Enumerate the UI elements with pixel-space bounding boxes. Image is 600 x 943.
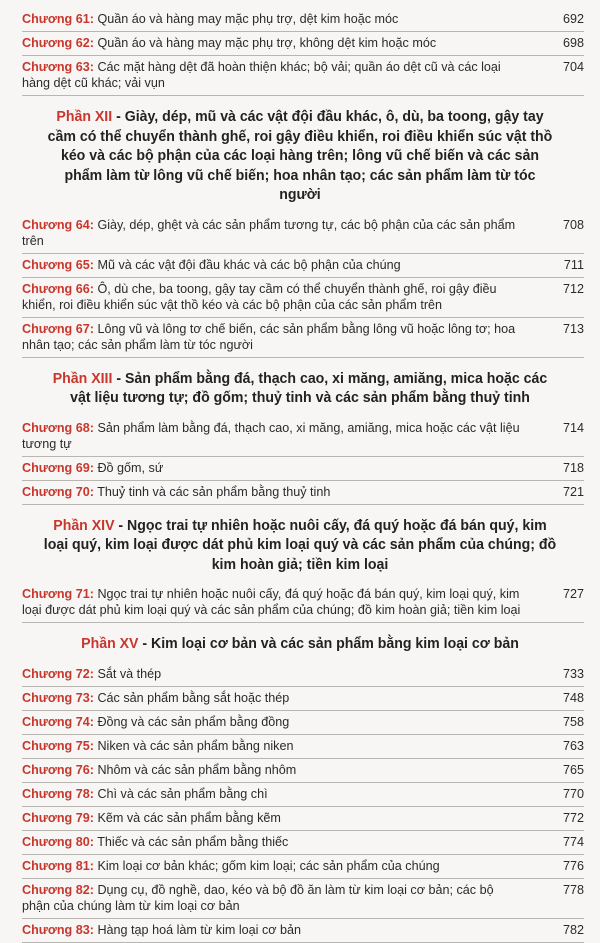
part-number: Phần XIV: [53, 516, 115, 534]
toc-entry[interactable]: [22, 8, 584, 32]
page-number: 733: [562, 666, 584, 681]
chapter-title: Quần áo và hàng may mặc phụ trợ, không dệt kim hoặc móc: [97, 36, 437, 50]
toc-entry[interactable]: [22, 278, 584, 318]
chapter-title: Ngọc trai tự nhiên hoặc nuôi cấy, đá quý hoặc đá bán quý, kim loại quý, kim loại được dát phủ kim loại quý và các sản phẩm của chúng; đồ kim hoàn giả; tiền kim loại: [22, 587, 521, 617]
part-heading-xv: [21, 623, 579, 663]
chapter-title: Thiếc và các sản phẩm bằng thiếc: [97, 834, 289, 849]
page-number: 765: [562, 762, 584, 777]
toc-entry[interactable]: [22, 481, 584, 505]
toc-entry[interactable]: [22, 855, 584, 879]
page-number: 782: [562, 922, 584, 937]
page-number: 708: [562, 217, 584, 232]
page-number: 776: [562, 858, 584, 873]
toc-entry[interactable]: [22, 457, 584, 481]
page-number: 692: [562, 12, 584, 26]
toc-entry[interactable]: [22, 583, 584, 623]
chapter-label: Chương 82:: [22, 882, 94, 897]
toc-entry[interactable]: [22, 735, 584, 759]
chapter-title: Sản phẩm làm bằng đá, thạch cao, xi măng, amiăng, mica hoặc các vật liệu tương tự: [22, 420, 520, 451]
chapter-label: Chương 79:: [22, 810, 94, 825]
chapter-title: Lông vũ và lông tơ chế biến, các sản phẩm bằng lông vũ hoặc lông tơ; hoa nhân tạo; các sản phẩm làm từ tóc người: [22, 321, 516, 352]
chapter-label: Chương 65:: [22, 257, 94, 272]
page-number: 714: [562, 420, 584, 435]
chapter-label: Chương 67:: [22, 321, 94, 336]
toc-group-e: [0, 663, 600, 943]
toc-group-b: [0, 214, 600, 358]
chapter-label: Chương 64:: [22, 217, 94, 232]
toc-entry[interactable]: [22, 663, 584, 687]
page-number: 727: [562, 587, 584, 601]
part-title-text: - Ngọc trai tự nhiên hoặc nuôi cấy, đá quý hoặc đá bán quý, kim loại quý, kim loại được dát phủ kim loại quý và các sản phẩm của chúng; đồ kim hoàn giả; tiền kim loại: [43, 516, 557, 573]
page-number: 774: [562, 834, 584, 849]
chapter-title: Chì và các sản phẩm bằng chì: [97, 786, 268, 801]
chapter-label: Chương 73:: [22, 690, 94, 705]
page-number: 713: [562, 321, 584, 336]
page-number: 712: [562, 281, 584, 296]
part-heading-xii: [21, 96, 579, 214]
chapter-title: Mũ và các vật đội đầu khác và các bộ phận của chúng: [97, 257, 401, 272]
chapter-label: Chương 83:: [22, 922, 94, 937]
chapter-label: Chương 71:: [22, 587, 94, 601]
chapter-title: Nhôm và các sản phẩm bằng nhôm: [97, 762, 297, 777]
chapter-label: Chương 61:: [22, 12, 94, 26]
part-heading-xiv: [21, 505, 579, 584]
chapter-title: Hàng tạp hoá làm từ kim loại cơ bản: [97, 922, 302, 937]
toc-entry[interactable]: [22, 318, 584, 358]
toc-entry[interactable]: [22, 254, 584, 278]
chapter-label: Chương 76:: [22, 762, 94, 777]
toc-entry[interactable]: [22, 32, 584, 56]
chapter-title: Kẽm và các sản phẩm bằng kẽm: [97, 810, 281, 825]
page-number: 698: [562, 36, 584, 50]
part-number: Phần XII: [56, 108, 113, 125]
toc-entry[interactable]: [22, 759, 584, 783]
toc-entry[interactable]: [22, 831, 584, 855]
toc-group-c: [0, 417, 600, 505]
page-number: 711: [563, 257, 584, 272]
chapter-title: Thuỷ tinh và các sản phẩm bằng thuỷ tinh: [97, 484, 331, 499]
chapter-label: Chương 75:: [22, 738, 94, 753]
chapter-title: Các sản phẩm bằng sắt hoặc thép: [97, 690, 290, 705]
part-title-text: - Giày, dép, mũ và các vật đội đầu khác, ô, dù, ba toong, gậy tay cầm có thể chuyển thành ghế, roi gậy điều khiển, roi điều khiển súc vật thồ kéo và các bộ phận của các loại hàng trên; lông vũ chế biến và các sản phẩm làm từ lông vũ chế biến; hoa nhân tạo; các sản phẩm làm từ tóc người: [47, 108, 553, 203]
chapter-title: Kim loại cơ bản khác; gốm kim loại; các sản phẩm của chúng: [97, 858, 440, 873]
toc-entry[interactable]: [22, 879, 584, 919]
toc-entry[interactable]: [22, 711, 584, 735]
chapter-label: Chương 78:: [22, 786, 94, 801]
chapter-label: Chương 70:: [22, 484, 94, 499]
chapter-label: Chương 80:: [22, 834, 94, 849]
chapter-title: Giày, dép, ghệt và các sản phẩm tương tự, các bộ phận của các sản phẩm trên: [22, 217, 516, 248]
part-title-text: - Kim loại cơ bản và các sản phẩm bằng kim loại cơ bản: [138, 635, 519, 652]
toc-entry[interactable]: [22, 417, 584, 457]
page-number: 721: [562, 484, 584, 499]
chapter-title: Đồ gốm, sứ: [97, 460, 164, 475]
chapter-title: Dụng cụ, đồ nghề, dao, kéo và bộ đồ ăn làm từ kim loại cơ bản; các bộ phận của chúng làm từ kim loại cơ bản: [22, 882, 494, 913]
page-number: 763: [562, 738, 584, 753]
toc-entry[interactable]: [22, 214, 584, 254]
chapter-label: Chương 63:: [22, 60, 94, 74]
part-number: Phần XIII: [52, 369, 113, 387]
page-number: 772: [562, 810, 584, 825]
chapter-label: Chương 74:: [22, 714, 94, 729]
chapter-title: Ô, dù che, ba toong, gậy tay cầm có thể chuyển thành ghế, roi gậy điều khiển, roi điều khiển súc vật thồ kéo và các bộ phận của các sản phẩm trên: [22, 281, 497, 312]
toc-entry[interactable]: [22, 919, 584, 943]
chapter-title: Niken và các sản phẩm bằng niken: [97, 738, 294, 753]
page-number: 778: [562, 882, 584, 897]
chapter-label: Chương 81:: [22, 858, 94, 873]
page-number: 704: [562, 60, 584, 74]
toc-entry[interactable]: [22, 687, 584, 711]
chapter-title: Sắt và thép: [97, 666, 162, 681]
page-number: 748: [562, 690, 584, 705]
page-number: 770: [562, 786, 584, 801]
toc-entry[interactable]: [22, 56, 584, 96]
part-heading-xiii: [21, 358, 579, 417]
chapter-label: Chương 62:: [22, 36, 94, 50]
chapter-title: Đồng và các sản phẩm bằng đồng: [97, 714, 290, 729]
toc-group-a: [0, 8, 600, 96]
page-number: 758: [562, 714, 584, 729]
toc-group-d: [0, 583, 600, 623]
toc-entry[interactable]: [22, 783, 584, 807]
part-number: Phần XV: [81, 635, 139, 652]
page-number: 718: [562, 460, 584, 475]
chapter-label: Chương 66:: [22, 281, 94, 296]
chapter-label: Chương 69:: [22, 460, 94, 475]
chapter-label: Chương 68:: [22, 420, 94, 435]
chapter-title: Các mặt hàng dệt đã hoàn thiện khác; bộ vải; quần áo dệt cũ và các loại hàng dệt cũ khác; vải vụn: [22, 60, 501, 90]
part-title-text: - Sản phẩm bằng đá, thạch cao, xi măng, amiăng, mica hoặc các vật liệu tương tự; đồ gốm; thuỷ tinh và các sản phẩm bằng thuỷ tinh: [70, 369, 548, 406]
toc-entry[interactable]: [22, 807, 584, 831]
chapter-label: Chương 72:: [22, 666, 94, 681]
chapter-title: Quần áo và hàng may mặc phụ trợ, dệt kim hoặc móc: [97, 12, 399, 26]
